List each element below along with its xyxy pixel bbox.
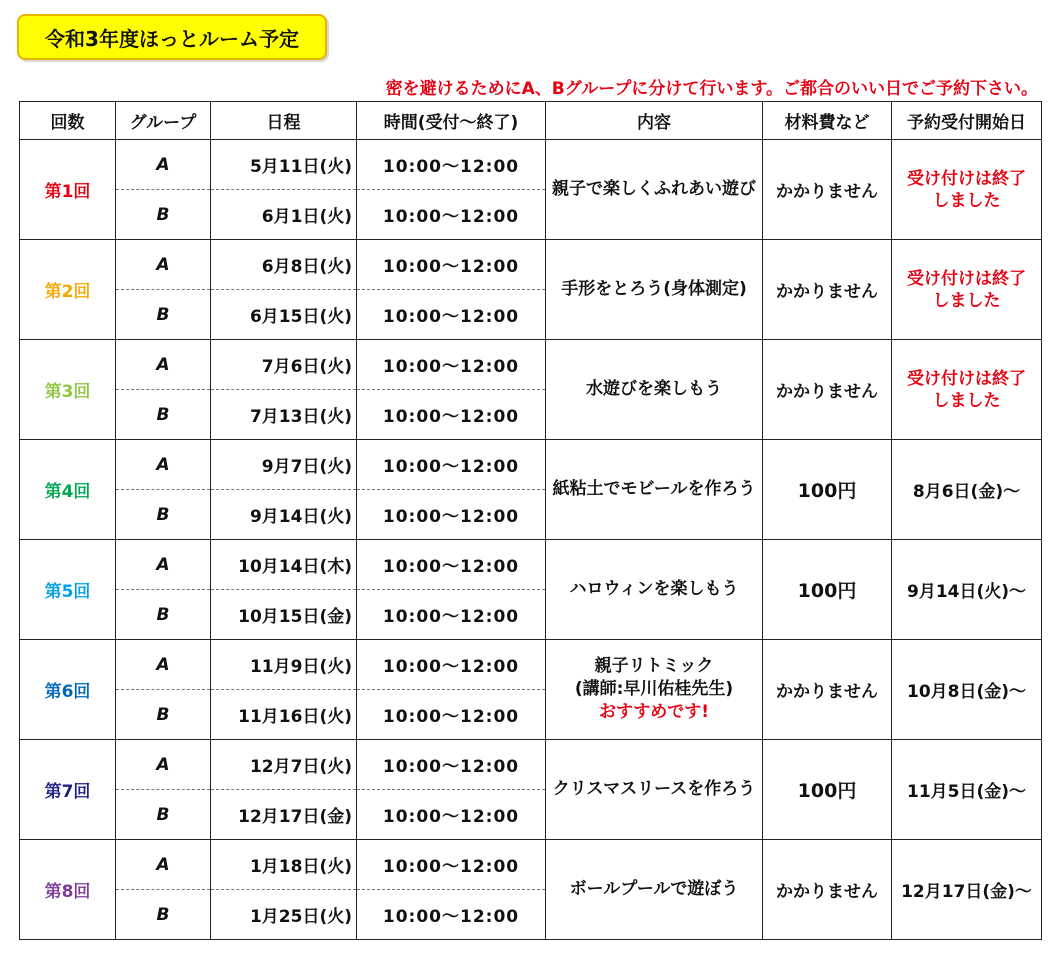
round-label: 第5回 xyxy=(20,540,116,640)
time-cell: 10:00〜12:00 xyxy=(357,640,546,690)
group-cell: A xyxy=(116,840,211,890)
header-group: グループ xyxy=(116,102,211,140)
date-cell: 5月11日(火) xyxy=(211,140,357,190)
content-line: (講師:早川佑桂先生) xyxy=(574,679,734,699)
group-cell: B xyxy=(116,290,211,340)
time-cell: 10:00〜12:00 xyxy=(357,590,546,640)
content-cell: 親子で楽しくふれあい遊び xyxy=(546,140,763,240)
cost-cell: かかりません xyxy=(763,640,892,740)
reservation-closed-cell: 受け付けは終了しました xyxy=(892,240,1042,340)
content-cell: 水遊びを楽しもう xyxy=(546,340,763,440)
date-cell: 7月6日(火) xyxy=(211,340,357,390)
round-label: 第7回 xyxy=(20,740,116,840)
schedule-row xyxy=(20,140,1042,190)
group-cell: A xyxy=(116,240,211,290)
schedule-row xyxy=(20,440,1042,490)
date-cell: 9月14日(火) xyxy=(211,490,357,540)
group-cell: A xyxy=(116,640,211,690)
round-label: 第8回 xyxy=(20,840,116,940)
content-cell: クリスマスリースを作ろう xyxy=(546,740,763,840)
time-cell: 10:00〜12:00 xyxy=(357,290,546,340)
time-cell: 10:00〜12:00 xyxy=(357,140,546,190)
reservation-open-cell: 11月5日(金)〜 xyxy=(892,740,1042,840)
date-cell: 11月16日(火) xyxy=(211,690,357,740)
content-cell xyxy=(546,640,763,740)
header-round: 回数 xyxy=(20,102,116,140)
header-open: 予約受付開始日 xyxy=(892,102,1042,140)
reservation-open-cell: 10月8日(金)〜 xyxy=(892,640,1042,740)
cost-cell: かかりません xyxy=(763,140,892,240)
group-cell: A xyxy=(116,340,211,390)
header-cost: 材料費など xyxy=(763,102,892,140)
time-cell: 10:00〜12:00 xyxy=(357,690,546,740)
cost-cell: かかりません xyxy=(763,340,892,440)
schedule-row xyxy=(20,240,1042,290)
header-time: 時間(受付〜終了) xyxy=(357,102,546,140)
time-cell: 10:00〜12:00 xyxy=(357,440,546,490)
date-cell: 12月7日(火) xyxy=(211,740,357,790)
group-cell: B xyxy=(116,390,211,440)
date-cell: 6月8日(火) xyxy=(211,240,357,290)
group-cell: B xyxy=(116,690,211,740)
header-date: 日程 xyxy=(211,102,357,140)
time-cell: 10:00〜12:00 xyxy=(357,890,546,940)
date-cell: 1月25日(火) xyxy=(211,890,357,940)
reservation-closed-cell: 受け付けは終了しました xyxy=(892,140,1042,240)
date-cell: 10月15日(金) xyxy=(211,590,357,640)
reservation-open-cell: 9月14日(火)〜 xyxy=(892,540,1042,640)
date-cell: 12月17日(金) xyxy=(211,790,357,840)
page-title: 令和3年度ほっとルーム予定 xyxy=(17,14,327,60)
date-cell: 9月7日(火) xyxy=(211,440,357,490)
round-label: 第2回 xyxy=(20,240,116,340)
group-cell: A xyxy=(116,440,211,490)
cost-cell: かかりません xyxy=(763,240,892,340)
reservation-open-cell: 12月17日(金)〜 xyxy=(892,840,1042,940)
group-cell: A xyxy=(116,540,211,590)
round-label: 第1回 xyxy=(20,140,116,240)
date-cell: 1月18日(火) xyxy=(211,840,357,890)
schedule-row xyxy=(20,340,1042,390)
time-cell: 10:00〜12:00 xyxy=(357,340,546,390)
date-cell: 6月15日(火) xyxy=(211,290,357,340)
group-cell: B xyxy=(116,190,211,240)
reservation-closed-cell: 受け付けは終了しました xyxy=(892,340,1042,440)
content-cell: 紙粘土でモビールを作ろう xyxy=(546,440,763,540)
time-cell: 10:00〜12:00 xyxy=(357,390,546,440)
date-cell: 11月9日(火) xyxy=(211,640,357,690)
content-line: 親子リトミック xyxy=(594,656,714,676)
cost-cell: かかりません xyxy=(763,840,892,940)
time-cell: 10:00〜12:00 xyxy=(357,240,546,290)
header-content: 内容 xyxy=(546,102,763,140)
header-row xyxy=(20,102,1042,140)
reservation-open-cell: 8月6日(金)〜 xyxy=(892,440,1042,540)
content-note: おすすめです! xyxy=(599,702,709,722)
time-cell: 10:00〜12:00 xyxy=(357,540,546,590)
round-label: 第6回 xyxy=(20,640,116,740)
time-cell: 10:00〜12:00 xyxy=(357,840,546,890)
date-cell: 10月14日(木) xyxy=(211,540,357,590)
time-cell: 10:00〜12:00 xyxy=(357,790,546,840)
round-label: 第4回 xyxy=(20,440,116,540)
schedule-row xyxy=(20,740,1042,790)
schedule-row xyxy=(20,540,1042,590)
content-cell: ハロウィンを楽しもう xyxy=(546,540,763,640)
group-cell: A xyxy=(116,140,211,190)
group-notice: 密を避けるためにA、Bグループに分けて行います。ご都合のいい日でご予約下さい。 xyxy=(385,79,1038,99)
time-cell: 10:00〜12:00 xyxy=(357,190,546,240)
cost-cell: 100円 xyxy=(763,740,892,840)
round-label: 第3回 xyxy=(20,340,116,440)
time-cell: 10:00〜12:00 xyxy=(357,490,546,540)
content-cell: 手形をとろう(身体測定) xyxy=(546,240,763,340)
group-cell: B xyxy=(116,790,211,840)
content-cell: ボールプールで遊ぼう xyxy=(546,840,763,940)
group-cell: B xyxy=(116,890,211,940)
group-cell: B xyxy=(116,490,211,540)
date-cell: 7月13日(火) xyxy=(211,390,357,440)
date-cell: 6月1日(火) xyxy=(211,190,357,240)
group-cell: A xyxy=(116,740,211,790)
cost-cell: 100円 xyxy=(763,440,892,540)
cost-cell: 100円 xyxy=(763,540,892,640)
schedule-row xyxy=(20,640,1042,690)
group-cell: B xyxy=(116,590,211,640)
schedule-row xyxy=(20,840,1042,890)
schedule-table xyxy=(19,101,1042,940)
time-cell: 10:00〜12:00 xyxy=(357,740,546,790)
